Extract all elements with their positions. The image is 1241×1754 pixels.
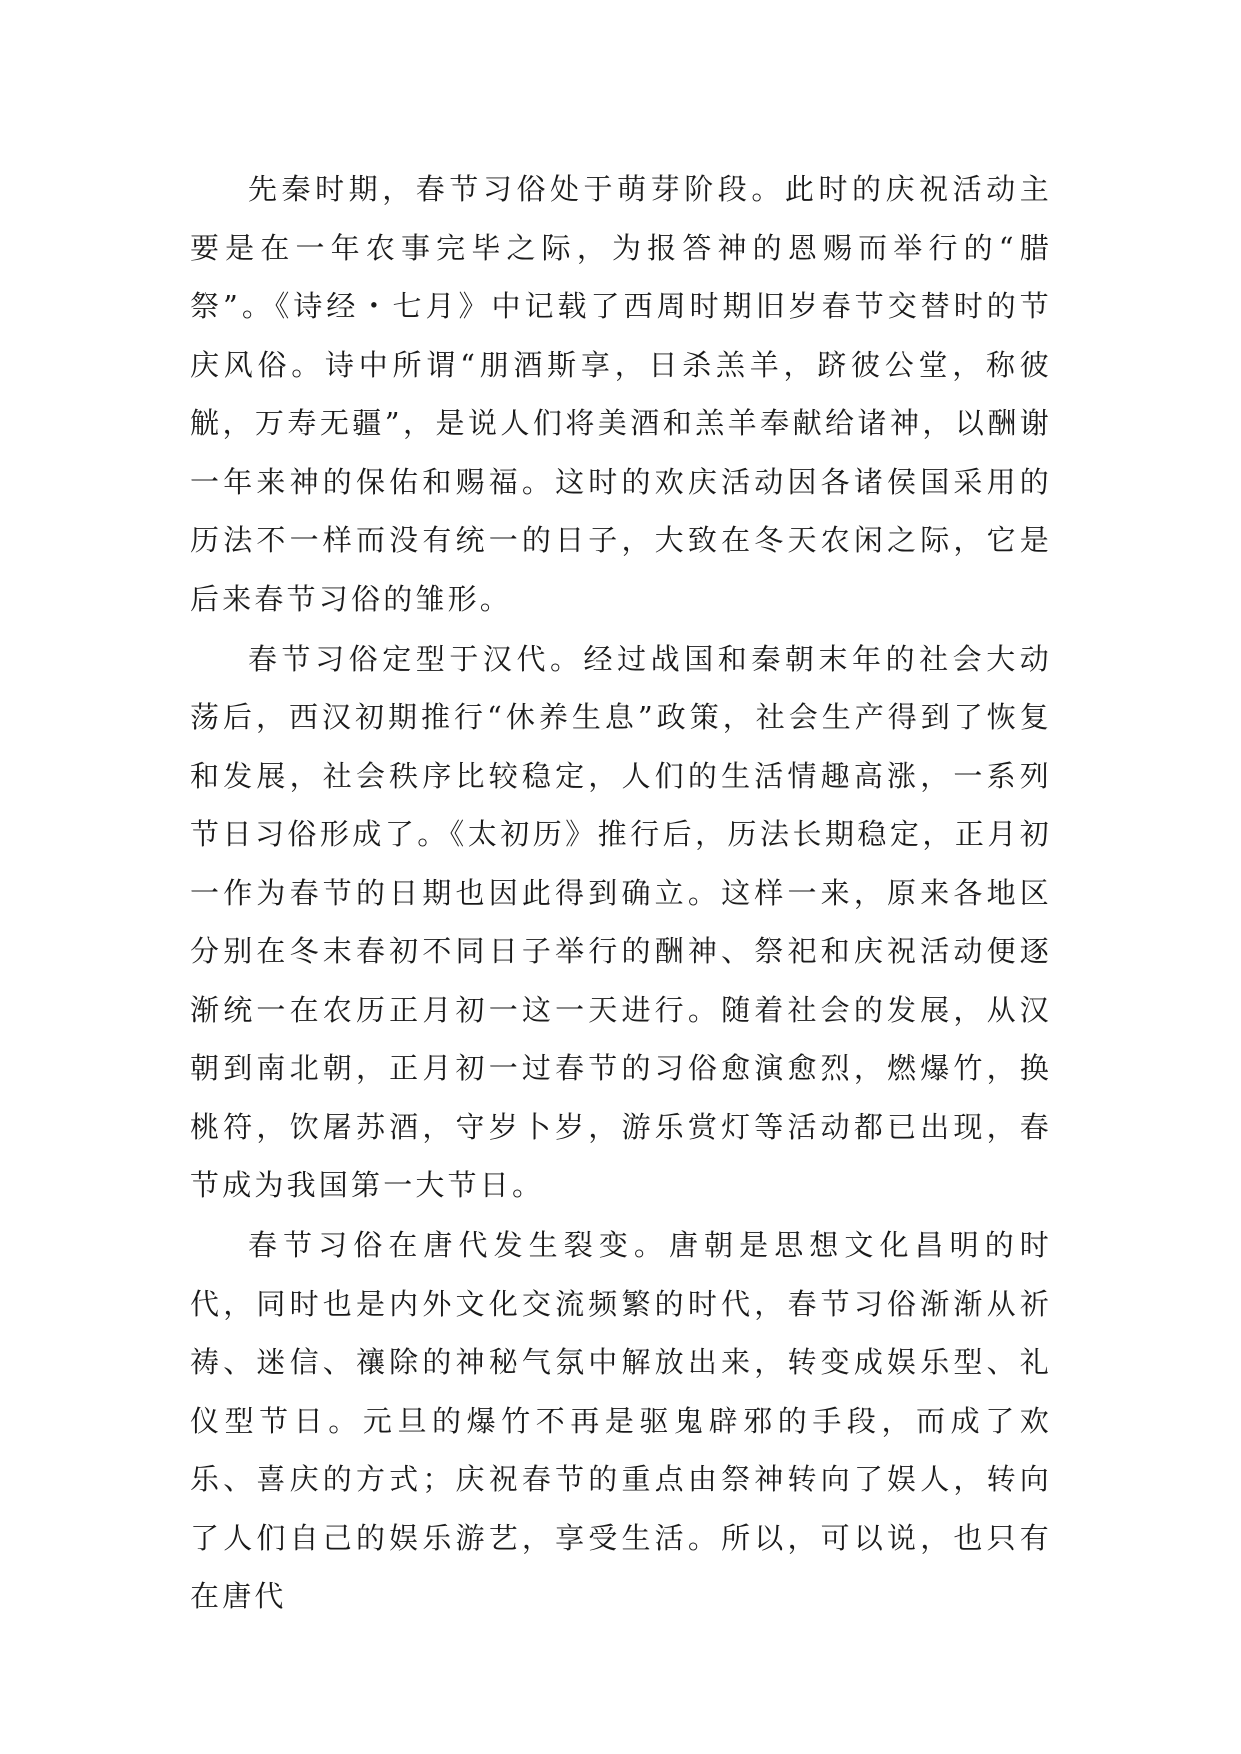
paragraph-tang-dynasty: 春节习俗在唐代发生裂变。唐朝是思想文化昌明的时代，同时也是内外文化交流频繁的时代，春节习俗渐渐从祈祷、迷信、禳除的神秘气氛中解放出来，转变成娱乐型、礼仪型节日。元旦的爆竹不再是驱鬼辟邪的手段，而成了欢乐、喜庆的方式；庆祝春节的重点由祭神转向了娱人，转向了人们自己的娱乐游艺，享受生活。所以，可以说，也只有在唐代 [190,1228,1052,1613]
paragraph-pre-qin: 先秦时期，春节习俗处于萌芽阶段。此时的庆祝活动主要是在一年农事完毕之际，为报答神的恩赐而举行的“腊祭”。《诗经・七月》中记载了西周时期旧岁春节交替时的节庆风俗。诗中所谓“朋酒斯享，日杀羔羊，跻彼公堂，称彼觥，万寿无疆”，是说人们将美酒和羔羊奉献给诸神，以酬谢一年来神的保佑和赐福。这时的欢庆活动因各诸侯国采用的历法不一样而没有统一的日子，大致在冬天农闲之际，它是后来春节习俗的雏形。 [190,172,1052,616]
paragraph-han-dynasty: 春节习俗定型于汉代。经过战国和秦朝末年的社会大动荡后，西汉初期推行“休养生息”政策，社会生产得到了恢复和发展，社会秩序比较稳定，人们的生活情趣高涨，一系列节日习俗形成了。《太初历》推行后，历法长期稳定，正月初一作为春节的日期也因此得到确立。这样一来，原来各地区分别在冬末春初不同日子举行的酬神、祭祀和庆祝活动便逐渐统一在农历正月初一这一天进行。随着社会的发展，从汉朝到南北朝，正月初一过春节的习俗愈演愈烈，燃爆竹，换桃符，饮屠苏酒，守岁卜岁，游乐赏灯等活动都已出现，春节成为我国第一大节日。 [190,641,1052,1202]
document-body [190,160,1052,1627]
